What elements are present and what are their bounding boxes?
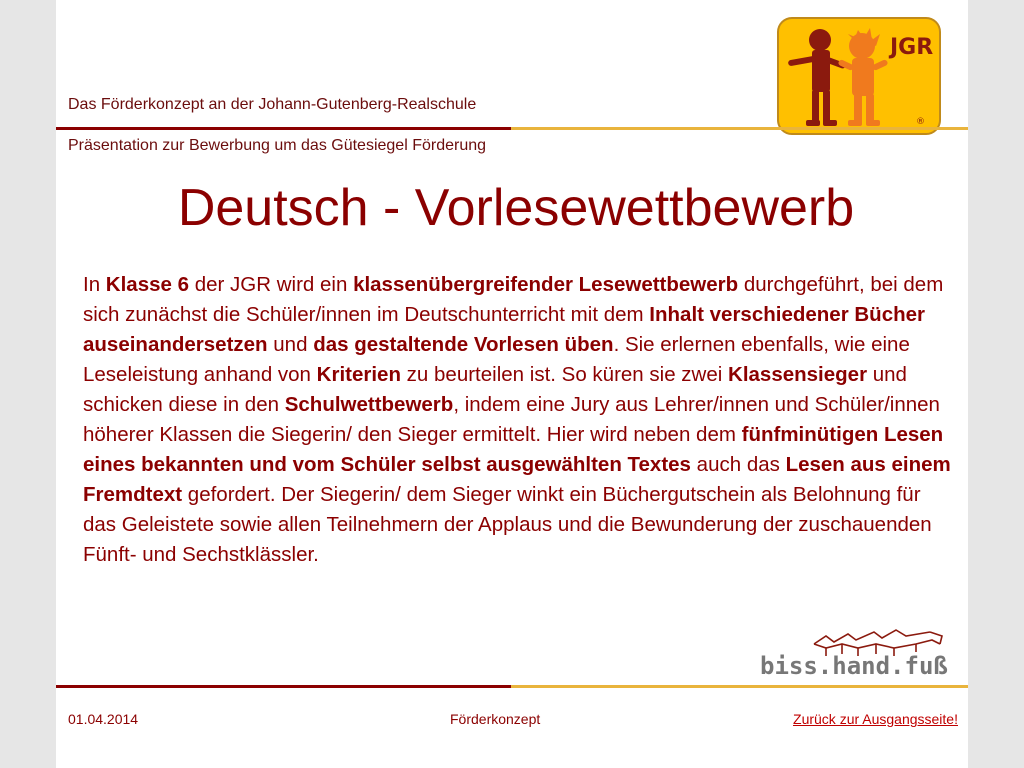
header-line-1: Das Förderkonzept an der Johann-Gutenberg-Realschule: [68, 96, 477, 113]
back-to-start-link[interactable]: Zurück zur Ausgangsseite!: [793, 711, 958, 727]
body-emphasis: das gestaltende Vorlesen üben: [313, 333, 614, 356]
body-emphasis: Inhalt verschiedener Bücher auseinandersetzen: [83, 303, 926, 356]
body-run: der JGR wird ein: [189, 273, 354, 296]
logo-text: JGR: [890, 35, 934, 60]
school-logo: [776, 16, 942, 136]
body-run: gefordert. Der Siegerin/ dem Sieger winkt ein Büchergutschein als Belohnung für das Geleistete sowie allen Teilnehmern der Applaus und die Bewunderung der zuschauenden Fünft- und Sechstklässler.: [83, 483, 932, 566]
body-emphasis: Kriterien: [316, 363, 401, 386]
slide: [56, 0, 968, 768]
body-run: . Sie erlernen ebenfalls, wie eine Leseleistung anhand von: [83, 333, 910, 386]
body-run: auch das: [690, 453, 786, 476]
footer-divider-gold: [511, 685, 968, 688]
body-run: zu beurteilen ist. So küren sie zwei: [400, 363, 729, 386]
body-emphasis: Klasse 6: [105, 273, 189, 296]
body-run: , indem eine Jury aus Lehrer/innen und Schüler/innen höherer Klassen die Siegerin/ den Sieger ermittelt. Hier wird neben dem: [83, 393, 940, 446]
footer-title: Förderkonzept: [450, 711, 541, 727]
body-emphasis: Schulwettbewerb: [284, 393, 454, 416]
body-emphasis: fünfminütigen Lesen eines bekannten und vom Schüler selbst ausgewählten Textes: [83, 423, 944, 476]
bisshandfuss-logo-text: biss.hand.fuß: [760, 652, 948, 680]
header-divider-red: [56, 127, 511, 130]
body-run: In: [83, 273, 106, 296]
body-emphasis: Lesen aus einem Fremdtext: [83, 453, 951, 506]
body-run: und schicken diese in den: [83, 363, 907, 416]
footer-date: 01.04.2014: [68, 711, 139, 727]
logo-registered: ®: [916, 117, 925, 127]
header-line-2: Präsentation zur Bewerbung um das Gütesiegel Förderung: [68, 137, 487, 154]
logo-divider-gold: [768, 127, 968, 130]
slide-title: Deutsch - Vorlesewettbewerb: [177, 179, 855, 237]
body-text: [83, 270, 958, 570]
body-run: und: [267, 333, 314, 356]
footer-divider-red: [56, 685, 511, 688]
body-emphasis: klassenübergreifender Lesewettbewerb: [353, 273, 739, 296]
body-run: durchgeführt, bei dem sich zunächst die Schüler/innen im Deutschunterricht mit dem: [83, 273, 944, 326]
body-emphasis: Klassensieger: [728, 363, 868, 386]
bisshandfuss-logo: [756, 622, 956, 684]
